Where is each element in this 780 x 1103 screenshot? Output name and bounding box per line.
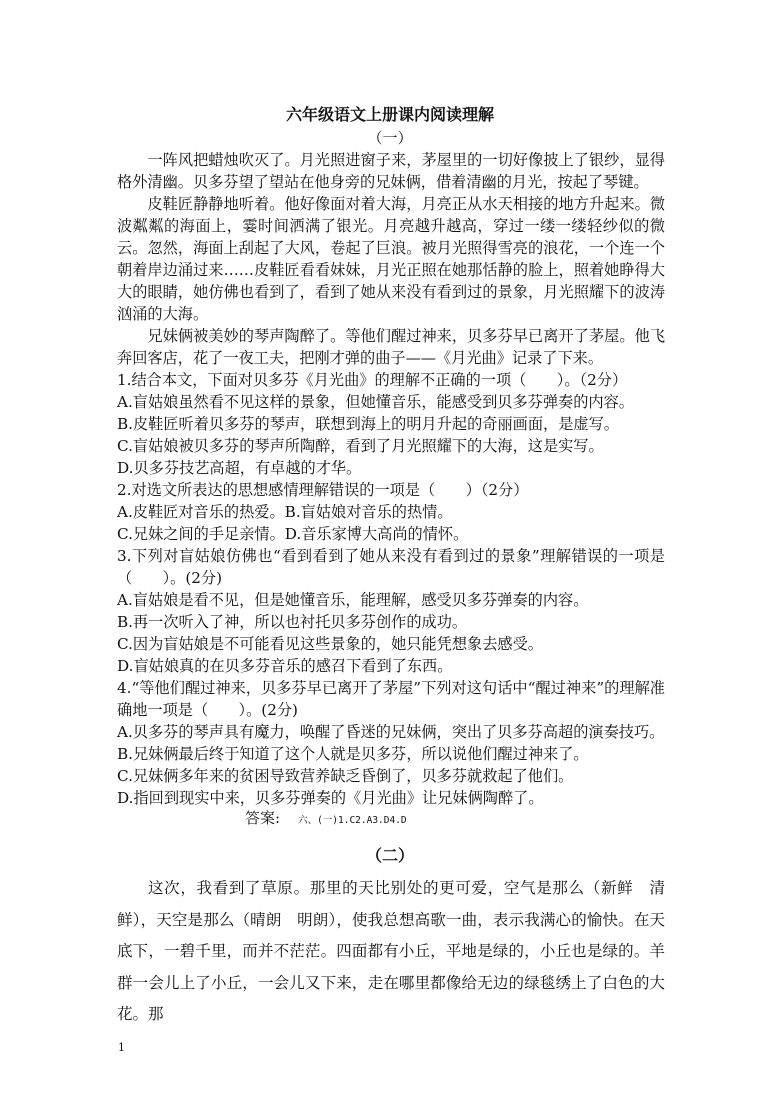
passage-paragraph: 兄妹俩被美妙的琴声陶醉了。等他们醒过神来，贝多芬早已离开了茅屋。他飞奔回客店，花了一夜工夫，把刚才弹的曲子——《月光曲》记录了下来。 xyxy=(117,327,665,367)
passage-paragraph: 一阵风把蜡烛吹灭了。月光照进窗子来，茅屋里的一切好像披上了银纱，显得格外清幽。贝多芬望了望站在他身旁的兄妹俩，借着清幽的月光，按起了琴键。 xyxy=(117,151,665,191)
question-4: 4.“等他们醒过神来，贝多芬早已离开了茅屋”下列对这句话中“醒过神来”的理解准确地一项是（ ）。(2分) xyxy=(117,679,665,719)
answer-line xyxy=(245,807,407,828)
passage-paragraph: 皮鞋匠静静地听着。他好像面对着大海，月亮正从水天相接的地方升起来。微波粼粼的海面上，霎时间洒满了银光。月亮越升越高，穿过一缕一缕轻纱似的微云。忽然，海面上刮起了大风，卷起了巨浪。被月光照得雪亮的浪花，一个连一个朝着岸边涌过来……皮鞋匠看看妹妹，月光正照在她那恬静的脸上，照着她睁得大大的眼睛，她仿佛也看到了，看到了她从来没有看到过的景象，月光照耀下的波涛汹涌的大海。 xyxy=(117,195,665,323)
question-1-option-b: B.皮鞋匠听着贝多芬的琴声，联想到海上的明月升起的奇丽画面，是虚写。 xyxy=(117,415,619,433)
question-1-option-c: C.盲姑娘被贝多芬的琴声所陶醉，看到了月光照耀下的大海，这是实写。 xyxy=(117,437,604,455)
section-2-passage xyxy=(117,873,665,1031)
question-3-option-d: D.盲姑娘真的在贝多芬音乐的感召下看到了东西。 xyxy=(117,657,453,675)
question-1-option-a: A.盲姑娘虽然看不见这样的景象，但她懂音乐，能感受到贝多芬弹奏的内容。 xyxy=(117,393,634,411)
answer-label: 答案: xyxy=(245,809,281,827)
section-1-passage xyxy=(117,149,665,369)
question-3: 3.下列对盲姑娘仿佛也“看到看到了她从来没有看到过的景象”理解错误的一项是（ ）。(2分) xyxy=(117,547,665,587)
question-2: 2.对选文所表达的思想感情理解错误的一项是（ ）（2分） xyxy=(117,481,529,499)
question-3-option-b: B.再一次听入了神，所以也衬托贝多芬创作的成功。 xyxy=(117,613,468,631)
question-3-option-c: C.因为盲姑娘是不可能看见这些景象的，她只能凭想象去感受。 xyxy=(117,635,543,653)
question-3-option-a: A.盲姑娘是看不见，但是她懂音乐，能理解，感受贝多芬弹奏的内容。 xyxy=(117,591,589,609)
section-2-heading: （二） xyxy=(365,846,414,865)
passage-paragraph: 这次，我看到了草原。那里的天比别处的更可爱，空气是那么（新鲜 清鲜），天空是那么（晴朗 明朗），使我总想高歌一曲，表示我满心的愉快。在天底下，一碧千里，而并不茫茫。四面都有小丘，平地是绿的，小丘也是绿的。羊群一会儿上了小丘，一会儿又下来，走在哪里都像给无边的绿毯绣上了白色的大花。那 xyxy=(117,879,665,1023)
document-title: 六年级语文上册课内阅读理解 xyxy=(285,105,494,124)
question-1: 1.结合本文，下面对贝多芬《月光曲》的理解不正确的一项（ ）。（2分） xyxy=(117,371,628,389)
section-1-heading: （一） xyxy=(367,129,413,147)
question-4-option-d: D.指回到现实中来，贝多芬弹奏的《月光曲》让兄妹俩陶醉了。 xyxy=(117,789,544,807)
question-2-options-ab: A.皮鞋匠对音乐的热爱。B.盲姑娘对音乐的热情。 xyxy=(117,503,453,521)
question-4-option-c: C.兄妹俩多年来的贫困导致营养缺乏昏倒了，贝多芬就救起了他们。 xyxy=(117,767,574,785)
question-2-options-cd: C.兄妹之间的手足亲情。D.音乐家博大高尚的情怀。 xyxy=(117,525,469,543)
question-4-option-b: B.兄妹俩最后终于知道了这个人就是贝多芬，所以说他们醒过神来了。 xyxy=(117,745,589,763)
answer-text: 六、(一)1.C2.A3.D4.D xyxy=(298,815,407,826)
question-4-option-a: A.贝多芬的琴声具有魔力，唤醒了昏迷的兄妹俩，突出了贝多芬高超的演奏技巧。 xyxy=(117,723,665,741)
question-1-option-d: D.贝多芬技艺高超，有卓越的才华。 xyxy=(117,459,362,477)
page-number: 1 xyxy=(118,1041,125,1054)
section-1-questions xyxy=(117,369,665,809)
